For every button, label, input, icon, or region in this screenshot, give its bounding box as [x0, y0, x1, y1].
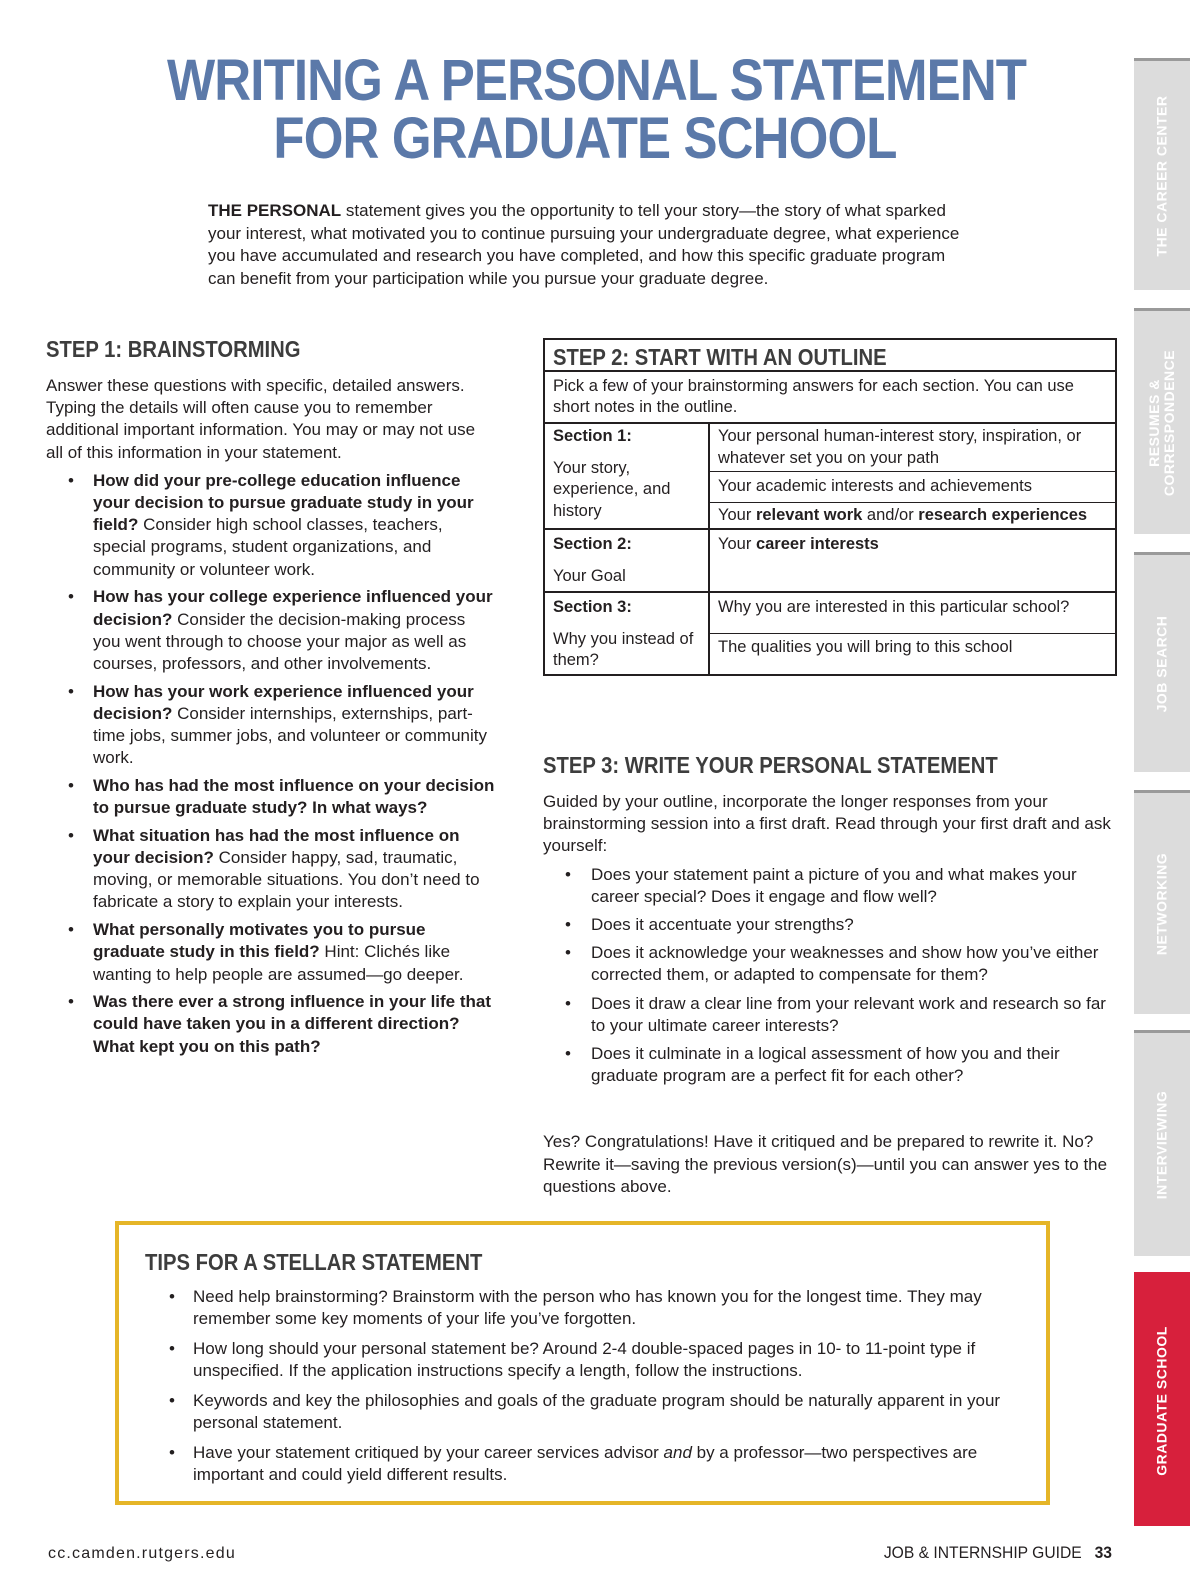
section-tabs	[1134, 58, 1190, 1526]
list-item: • Does it culminate in a logical assessment of how you and their graduate program are a perfect fit for each other?	[543, 1043, 1113, 1087]
section3-cell	[545, 592, 709, 674]
tab-resumes-correspondence[interactable]	[1134, 308, 1190, 534]
question-hint: Consider high school classes, teachers, special programs, student organizations, and community or volunteer work.	[93, 515, 443, 579]
question-bold: What situation has had the most influence on your decision?	[93, 825, 460, 868]
list-item	[46, 586, 496, 675]
section3-row2: The qualities you will bring to this school	[718, 637, 1013, 656]
tips-heading: TIPS FOR A STELLAR STATEMENT	[145, 1249, 483, 1275]
list-item: • Does it draw a clear line from your relevant work and research so far to your ultimate career interests?	[543, 993, 1113, 1037]
question-hint: Hint: Clichés like wanting to help people are assumed—go deeper.	[93, 942, 464, 984]
list-item	[145, 1442, 1020, 1486]
tab-graduate-school[interactable]	[1134, 1272, 1190, 1526]
table-row	[545, 529, 1115, 592]
list-item	[46, 825, 496, 914]
tab-label-line1: RESUMES &	[1146, 378, 1162, 467]
section2-row1	[709, 529, 1115, 592]
list-item: • Does your statement paint a picture of you and what makes your career special? Does it engage and flow well?	[543, 864, 1113, 908]
question-bold: What personally motivates you to pursue graduate study in this field?	[93, 920, 426, 962]
page-title-line1: WRITING A PERSONAL STATEMENT	[167, 48, 1027, 113]
step2-outline-box	[543, 338, 1117, 676]
tab-label: NETWORKING	[1153, 852, 1170, 955]
question-hint: Consider the decision-making process you went through to choose your major as well as courses, professors, and other involvements.	[93, 609, 467, 673]
question-hint: Consider internships, externships, part-time jobs, summer jobs, and volunteer or community work.	[93, 703, 487, 768]
step3-section	[543, 752, 1113, 1198]
tab-job-search[interactable]	[1134, 552, 1190, 772]
question-bold: Was there ever a strong influence in your life that could have taken you in a different direction? What kept you on this path?	[93, 992, 492, 1056]
question-bold: How has your college experience influenced your decision?	[93, 587, 493, 629]
text-italic: and	[663, 1442, 692, 1462]
section1-row3	[709, 502, 1115, 529]
text-bold: research experiences	[918, 505, 1088, 524]
list-item: • Does it acknowledge your weaknesses and show how you’ve either corrected them, or adapted to compensate for them?	[543, 942, 1113, 986]
section3-desc: Why you instead of them?	[553, 629, 694, 669]
step3-closing: Yes? Congratulations! Have it critiqued and be prepared to rewrite it. No? Rewrite it—saving the previous version(s)—until you can answer yes to the questions above.	[543, 1132, 1108, 1196]
question-bold: Who has had the most influence on your decision to pursue graduate study? In what ways?	[93, 775, 495, 818]
step2-heading: STEP 2: START WITH AN OUTLINE	[553, 344, 887, 370]
step1-section	[46, 336, 496, 1063]
section2-cell	[545, 529, 709, 592]
section1-cell	[545, 424, 709, 529]
step3-lead: Guided by your outline, incorporate the longer responses from your brainstorming session into a first draft. Read through your first draft and ask yourself:	[543, 792, 1111, 856]
intro-text: statement gives you the opportunity to tell your story—the story of what sparked your interest, what motivated you to continue pursuing your undergraduate degree, what experience you have accumulated and research you have completed, and how this specific graduate program can benefit from your participation while you pursue your graduate degree.	[208, 201, 960, 288]
list-item: • Need help brainstorming? Brainstorm with the person who has known you for the longest time. They may remember some key moments of your life you’ve forgotten.	[145, 1286, 1020, 1330]
text: by a professor—two perspectives are important and could yield different results.	[193, 1442, 978, 1484]
table-row	[545, 592, 1115, 633]
section3-row1: Why you are interested in this particular school?	[709, 592, 1115, 633]
footer-guide	[884, 1543, 1112, 1563]
tab-label-line2: CORRESPONDENCE	[1161, 349, 1177, 496]
list-item: • Does it accentuate your strengths?	[543, 914, 1113, 936]
text-bold: relevant work	[755, 505, 863, 524]
page-title-line2: FOR GRADUATE SCHOOL	[273, 106, 897, 171]
step2-header	[545, 340, 1115, 372]
section1-row1: Your personal human-interest story, inspiration, or whatever set you on your path	[709, 424, 1115, 472]
section3-name: Section 3:	[553, 598, 632, 616]
step3-question-list	[543, 864, 1113, 1088]
intro-lead: THE PERSONAL	[208, 201, 342, 220]
tab-the-career-center[interactable]	[1134, 58, 1190, 290]
footer-url: cc.camden.rutgers.edu	[48, 1545, 236, 1562]
page-title	[167, 48, 1027, 171]
step1-heading: STEP 1: BRAINSTORMING	[46, 336, 301, 362]
question-hint: Consider happy, sad, traumatic, moving, or memorable situations. You don’t need to fabricate a story to explain your interests.	[93, 848, 480, 912]
tips-box	[115, 1221, 1050, 1505]
list-item	[46, 991, 496, 1058]
text: Your	[718, 505, 756, 524]
tab-label	[1147, 349, 1177, 495]
outline-table	[545, 424, 1115, 674]
list-item	[46, 681, 496, 770]
section2-desc: Your Goal	[553, 566, 626, 585]
tab-label: THE CAREER CENTER	[1153, 95, 1170, 256]
tab-label: INTERVIEWING	[1153, 1090, 1170, 1199]
section1-name: Section 1:	[553, 427, 632, 445]
text: Your	[718, 535, 756, 553]
step1-lead: Answer these questions with specific, detailed answers. Typing the details will often cause you to remember additional important information. You may or may not use all of this information in your statement.	[46, 376, 476, 462]
text: Have your statement critiqued by your career services advisor	[193, 1442, 664, 1462]
list-item	[46, 775, 496, 819]
text-bold: career interests	[755, 535, 879, 553]
page-number: 33	[1094, 1543, 1112, 1562]
section1-row2: Your academic interests and achievements	[709, 472, 1115, 503]
tips-list	[145, 1286, 1020, 1486]
question-bold: How has your work experience influenced your decision?	[93, 681, 474, 723]
table-row	[545, 424, 1115, 472]
tab-interviewing[interactable]	[1134, 1030, 1190, 1256]
text: and/or	[862, 505, 919, 524]
question-bold: How did your pre-college education influence your decision to pursue graduate study in your field?	[93, 470, 474, 535]
intro-paragraph	[208, 200, 968, 290]
tab-label: JOB SEARCH	[1153, 615, 1170, 712]
step3-heading: STEP 3: WRITE YOUR PERSONAL STATEMENT	[543, 752, 998, 778]
list-item: • How long should your personal statement be? Around 2-4 double-spaced pages in 10- to 11-point type if unspecified. If the application instructions specify a length, follow the instructions.	[145, 1338, 1020, 1382]
step1-question-list	[46, 470, 496, 1058]
step2-description: Pick a few of your brainstorming answers for each section. You can use short notes in the outline.	[545, 372, 1115, 424]
footer-guide-title: JOB & INTERNSHIP GUIDE	[883, 1543, 1082, 1562]
tab-networking[interactable]	[1134, 790, 1190, 1014]
tab-label: GRADUATE SCHOOL	[1153, 1325, 1170, 1476]
list-item: • Keywords and key the philosophies and goals of the graduate program should be naturally apparent in your personal statement.	[145, 1390, 1020, 1434]
list-item	[46, 919, 496, 986]
list-item	[46, 470, 496, 581]
section1-desc: Your story, experience, and history	[553, 458, 671, 520]
section2-name: Section 2:	[553, 535, 632, 553]
